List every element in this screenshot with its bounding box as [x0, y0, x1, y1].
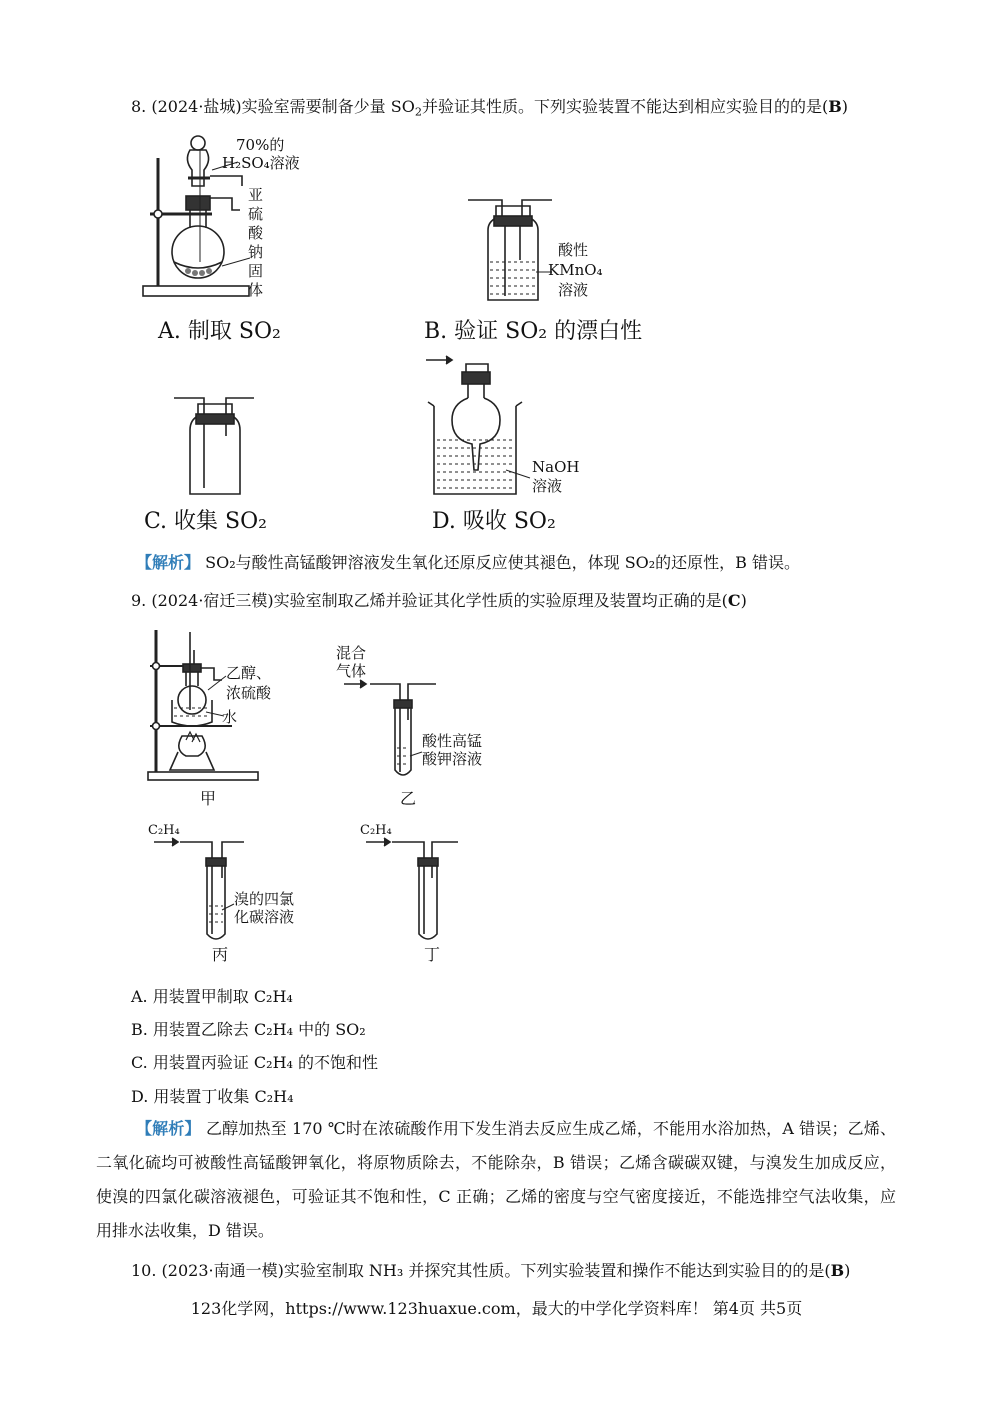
q9-answer: C: [727, 591, 741, 610]
bing-gas: C₂H₄: [148, 823, 180, 838]
fig-a-solid-char: 体: [248, 281, 264, 299]
jia-reagent-2: 浓硫酸: [226, 684, 272, 702]
fig-d-reagent: [532, 458, 579, 496]
fig-a-solid-char: 硫: [248, 205, 264, 223]
fig-bing-name: 丙: [212, 945, 229, 964]
q9-close: ): [740, 591, 747, 610]
fig-bing-apparatus: [154, 838, 244, 939]
fig-a-label: A. 制取 SO₂: [158, 319, 281, 344]
q9-option-a: A. 用装置甲制取 C₂H₄: [131, 987, 293, 1006]
fig-a-solid-char: 酸: [248, 224, 264, 242]
fig-d-apparatus: [426, 356, 530, 494]
fig-d-reagent-line: NaOH: [532, 458, 580, 476]
fig-yi-name: 乙: [400, 789, 417, 808]
jia-reagent-3: 水: [222, 708, 238, 726]
q9-analysis-tag: 【解析】: [136, 1119, 201, 1138]
q10-close: ): [844, 1261, 851, 1280]
fig-a-reagent-acid-1: 70%的: [236, 136, 285, 154]
q10-stem: [131, 1260, 850, 1282]
q8-answer: B: [828, 97, 842, 116]
fig-c-label: C. 收集 SO₂: [144, 509, 267, 534]
fig-b-label: B. 验证 SO₂ 的漂白性: [424, 319, 643, 344]
yi-reagent-1: 酸性高锰: [422, 732, 483, 750]
q9-analysis-text: 乙醇加热至 170 ℃时在浓硫酸作用下发生消去反应生成乙烯，不能用水浴加热，A 错误；乙烯、二氧化硫均可被酸性高锰酸钾氧化，将原物质除去，不能除杂，B 错误；乙烯含碳碳双键，与溴发生加成反应，使溴的四氯化碳溶液褪色，可验证其不饱和性，C 正确；乙烯的密度与空气密度接近，不能选排空气法收集，应用排水法收集，D 错误。: [96, 1119, 896, 1240]
q8-analysis-text: SO₂与酸性高锰酸钾溶液发生氧化还原反应使其褪色，体现 SO₂的还原性，B 错误。: [205, 553, 801, 572]
yi-reagent-2: 酸钾溶液: [422, 750, 483, 768]
q9-analysis: [96, 1112, 896, 1248]
q8-analysis: [136, 552, 800, 574]
fig-d-label: D. 吸收 SO₂: [432, 509, 556, 534]
q10-answer: B: [830, 1261, 845, 1280]
fig-b-reagent: [548, 240, 603, 300]
q9-option-c: C. 用装置丙验证 C₂H₄ 的不饱和性: [131, 1053, 379, 1072]
fig-b-reagent-line: KMnO₄: [548, 261, 603, 279]
q10-stem-text: 10. (2023·南通一模)实验室制取 NH₃ 并探究其性质。下列实验装置和操作不能达到实验目的的是(: [131, 1261, 831, 1280]
q8-analysis-tag: 【解析】: [136, 553, 201, 572]
q8-close: ): [841, 97, 848, 116]
fig-a-solid-char: 钠: [248, 243, 264, 261]
fig-a-reagent-solid: [248, 186, 263, 300]
page-footer: 123化学网，https://www.123huaxue.com，最大的中学化学资料库！ 第4页 共5页: [190, 1299, 803, 1318]
q9-option-d: D. 用装置丁收集 C₂H₄: [131, 1087, 294, 1106]
bing-reagent-1: 溴的四氯: [234, 890, 295, 908]
q9-option-b: B. 用装置乙除去 C₂H₄ 中的 SO₂: [131, 1020, 366, 1039]
q8-stem-text: 8. (2024·盐城)实验室需要制备少量 SO: [131, 97, 415, 116]
fig-c-apparatus: [174, 398, 254, 494]
fig-a-solid-char: 亚: [248, 186, 264, 204]
fig-b-reagent-line: 溶液: [558, 281, 589, 299]
q9-stem-text: 9. (2024·宿迁三模)实验室制取乙烯并验证其化学性质的实验原理及装置均正确的是(: [131, 591, 728, 610]
fig-b-reagent-line: 酸性: [558, 241, 589, 259]
fig-ding-apparatus: [366, 838, 458, 939]
fig-jia-apparatus: [148, 630, 258, 780]
q8-stem: 8. (2024·盐城)实验室需要制备少量 $SO_2$并验证其性质。下列实验装置不能达到相应实验目的的是(B): [131, 97, 848, 119]
q8-stem-text-2: 并验证其性质。下列实验装置不能达到相应实验目的的是(: [421, 97, 829, 116]
fig-ding-name: 丁: [424, 945, 441, 964]
fig-a-solid-char: 固: [248, 262, 264, 280]
fig-d-reagent-line: 溶液: [532, 477, 563, 495]
q9-stem: [131, 590, 747, 612]
bing-reagent-2: 化碳溶液: [234, 908, 295, 926]
fig-a-reagent-acid-2: H₂SO₄溶液: [222, 154, 300, 172]
ding-gas: C₂H₄: [360, 823, 392, 838]
fig-b-apparatus: [468, 200, 552, 300]
jia-reagent-1: 乙醇、: [226, 664, 272, 682]
yi-gas-2: 气体: [336, 662, 367, 680]
fig-jia-name: 甲: [200, 789, 217, 808]
yi-gas-1: 混合: [336, 644, 367, 662]
